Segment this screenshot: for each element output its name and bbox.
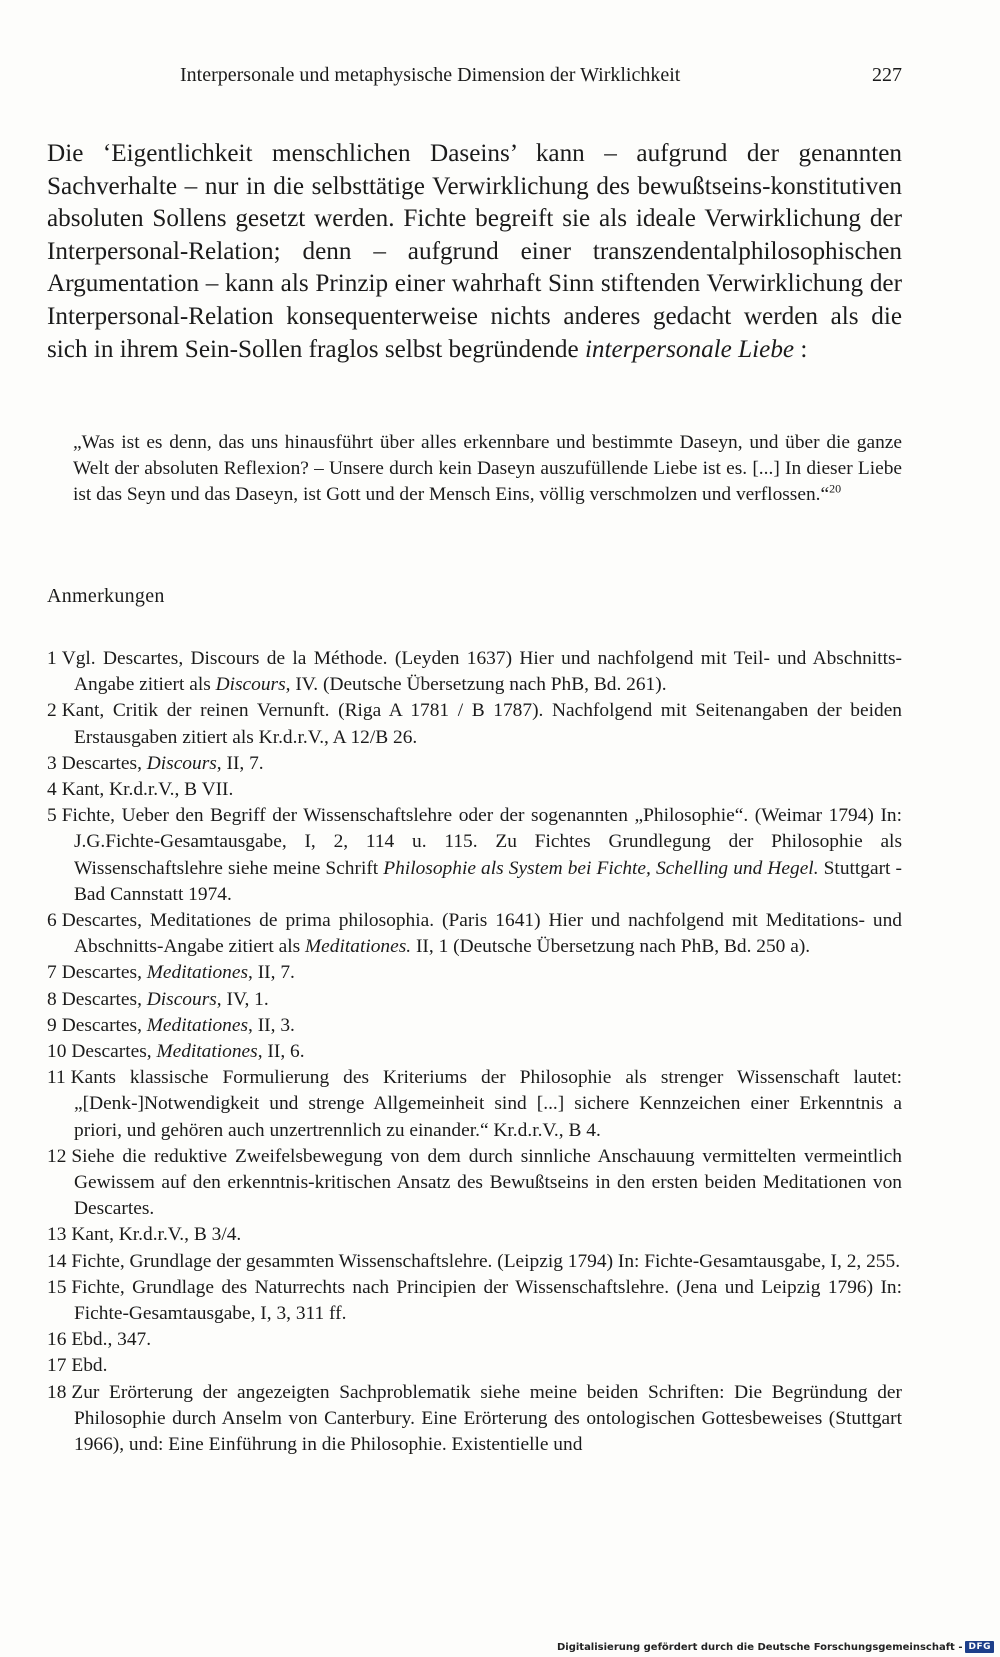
note-number: 14 bbox=[47, 1250, 67, 1272]
note-title-italic: Discours bbox=[146, 988, 217, 1010]
note-text-end: , IV, 1. bbox=[216, 988, 269, 1010]
note-text: Kant, Critik der reinen Vernunft. (Riga A 1781 / B 1787). Nachfolgend mit Seitenangaben der beiden Erstausgaben zitiert als Kr.d.r.V., A 12/B 26. bbox=[61, 700, 902, 748]
note-item bbox=[47, 1327, 902, 1353]
quote-text: „Was ist es denn, das uns hinausführt über alles erkennbare und bestimmte Daseyn, und über die ganze Welt der absoluten Reflexion? – Unsere durch kein Daseyn auszufüllende Liebe ist es. [...] In dieser Liebe ist das Seyn und das Daseyn, ist Gott und der Mensch Eins, völlig verschmolzen und verflossen.“ bbox=[73, 432, 902, 505]
note-item bbox=[47, 646, 902, 698]
note-title-italic: Discours bbox=[215, 674, 286, 696]
note-title-italic: Meditationes bbox=[146, 1014, 249, 1036]
note-item bbox=[47, 803, 902, 908]
note-number: 3 bbox=[47, 752, 57, 774]
note-number: 5 bbox=[47, 805, 57, 827]
note-text: Kant, Kr.d.r.V., B 3/4. bbox=[71, 1224, 242, 1246]
note-number: 6 bbox=[47, 910, 57, 932]
note-number: 10 bbox=[47, 1041, 67, 1063]
note-text: Kants klassische Formulierung des Kriteriums der Philosophie als strenger Wissenschaft lautet: „[Denk-]Notwendigkeit und strenge Allgemeinheit sind [...] sichere Kennzeichen einer Erkenntnis a priori, und gehören auch unzertrennlich zu einander.“ Kr.d.r.V., B 4. bbox=[70, 1067, 902, 1141]
note-number: 9 bbox=[47, 1014, 57, 1036]
note-text: Fichte, Ueber den Begriff der Wissenschaftslehre oder der sogenannten „Philosophie“. (Weimar 1794) In: J.G.Fichte-Gesamtausgabe, I, 2, 114 u. 115. Zu Fichtes Grundlegung der Philosophie als Wissenschaftslehre siehe meine Schrift bbox=[61, 805, 902, 879]
note-text: Descartes, bbox=[61, 1014, 147, 1036]
note-title-italic: Philosophie als System bei Fichte, Schelling und Hegel. bbox=[383, 857, 819, 879]
note-text: Siehe die reduktive Zweifelsbewegung von dem durch sinnliche Anschauung vermittelten vermeintlich Gewissem auf den erkenntnis-kritischen Ansatz des Bewußtseins in den ersten beiden Meditationen von Descartes. bbox=[71, 1145, 902, 1220]
note-item bbox=[47, 1013, 902, 1039]
note-number: 11 bbox=[47, 1067, 66, 1089]
note-text: Ebd. bbox=[71, 1355, 108, 1377]
note-number: 4 bbox=[47, 779, 57, 801]
note-text: Descartes, bbox=[61, 988, 147, 1010]
note-number: 16 bbox=[47, 1329, 67, 1351]
note-item bbox=[47, 1144, 902, 1223]
note-text-end: II, 1 (Deutsche Übersetzung nach PhB, Bd. 250 a). bbox=[411, 936, 811, 958]
note-item bbox=[47, 777, 902, 803]
note-number: 15 bbox=[47, 1276, 67, 1298]
note-text-end: , II, 6. bbox=[257, 1041, 305, 1063]
note-number: 1 bbox=[47, 648, 57, 669]
note-title-italic: Meditationes bbox=[156, 1041, 258, 1063]
note-item bbox=[47, 987, 902, 1013]
note-number: 8 bbox=[47, 988, 57, 1010]
note-text: Descartes, bbox=[61, 752, 147, 774]
note-text: Descartes, Meditationes de prima philosophia. (Paris 1641) Hier und nachfolgend mit Meditations- und Abschnitts-Angabe zitiert als bbox=[61, 910, 902, 958]
note-number: 12 bbox=[47, 1145, 67, 1167]
paragraph-end: : bbox=[794, 335, 808, 363]
running-title: Interpersonale und metaphysische Dimension der Wirklichkeit bbox=[180, 64, 681, 86]
note-text-end: , II, 7. bbox=[248, 962, 295, 984]
note-text: Zur Erörterung der angezeigten Sachproblematik siehe meine beiden Schriften: Die Begründung der Philosophie durch Anselm von Canterbury. Eine Erörterung des ontologischen Gottesbeweises (Stuttgart 1966), und: Eine Einführung in die Philosophie. Existentielle und bbox=[71, 1381, 902, 1456]
paragraph-emphasis: interpersonale Liebe bbox=[584, 335, 795, 363]
note-text: Descartes, bbox=[71, 1041, 157, 1063]
note-text-end: , II, 3. bbox=[248, 1014, 295, 1036]
note-item bbox=[47, 1249, 902, 1275]
note-text-end: Stuttgart - Bad Cannstatt 1974. bbox=[74, 857, 902, 905]
dfg-logo: DFG bbox=[965, 1641, 994, 1653]
quote-note-ref: 20 bbox=[829, 481, 842, 496]
footer-credit bbox=[557, 1641, 994, 1653]
page-number: 227 bbox=[872, 64, 902, 86]
note-item bbox=[47, 751, 902, 777]
note-item bbox=[47, 1353, 902, 1379]
note-item bbox=[47, 908, 902, 960]
note-title-italic: Meditationes bbox=[146, 962, 249, 984]
note-text: Descartes, bbox=[61, 962, 147, 984]
note-text: Kant, Kr.d.r.V., B VII. bbox=[61, 779, 234, 801]
note-item bbox=[47, 1275, 902, 1327]
block-quote bbox=[73, 430, 902, 508]
body-paragraph bbox=[47, 138, 902, 366]
note-number: 7 bbox=[47, 962, 57, 984]
running-head bbox=[180, 64, 902, 87]
note-number: 13 bbox=[47, 1224, 67, 1246]
notes-heading: Anmerkungen bbox=[47, 585, 165, 607]
note-number: 2 bbox=[47, 700, 57, 722]
note-item bbox=[47, 1222, 902, 1248]
note-text-end: , II, 7. bbox=[216, 752, 264, 774]
note-title-italic: Meditationes. bbox=[305, 936, 412, 958]
footer-text: Digitalisierung gefördert durch die Deutsche Forschungsgemeinschaft - bbox=[556, 1641, 963, 1653]
note-number: 17 bbox=[47, 1355, 67, 1377]
note-item bbox=[47, 1065, 902, 1144]
note-item bbox=[47, 960, 902, 986]
note-item bbox=[47, 698, 902, 750]
note-text: Fichte, Grundlage des Naturrechts nach Principien der Wissenschaftslehre. (Jena und Leipzig 1796) In: Fichte-Gesamtausgabe, I, 3, 311 ff. bbox=[71, 1276, 902, 1325]
paragraph-text: Die ‘Eigentlichkeit menschlichen Daseins’ kann – aufgrund der genannten Sachverhalte – nur in die selbsttätige Verwirklichung des bewußtseins-konstitutiven absoluten Sollens gesetzt werden. Fichte begreift sie als ideale Verwirklichung der Interpersonal-Relation; denn – aufgrund einer transzendentalphilosophischen Argumentation – kann als Prinzip einer wahrhaft Sinn stiftenden Verwirklichung der Interpersonal-Relation konsequenterweise nichts anderes gedacht werden als die sich in ihrem Sein-Sollen fraglos selbst begründende bbox=[47, 140, 902, 363]
note-item bbox=[47, 1380, 902, 1459]
note-item bbox=[47, 1039, 902, 1065]
note-number: 18 bbox=[47, 1381, 67, 1403]
note-text: Ebd., 347. bbox=[71, 1329, 152, 1351]
note-text: Fichte, Grundlage der gesammten Wissenschaftslehre. (Leipzig 1794) In: Fichte-Gesamtausgabe, I, 2, 255. bbox=[71, 1250, 901, 1272]
note-text: Vgl. Descartes, Discours de la Méthode. (Leyden 1637) Hier und nachfolgend mit Teil- und Abschnitts-Angabe zitiert als bbox=[61, 648, 902, 696]
note-title-italic: Discours bbox=[146, 752, 217, 774]
note-text-end: , IV. (Deutsche Übersetzung nach PhB, Bd. 261). bbox=[285, 674, 667, 696]
notes-list bbox=[47, 646, 902, 1458]
